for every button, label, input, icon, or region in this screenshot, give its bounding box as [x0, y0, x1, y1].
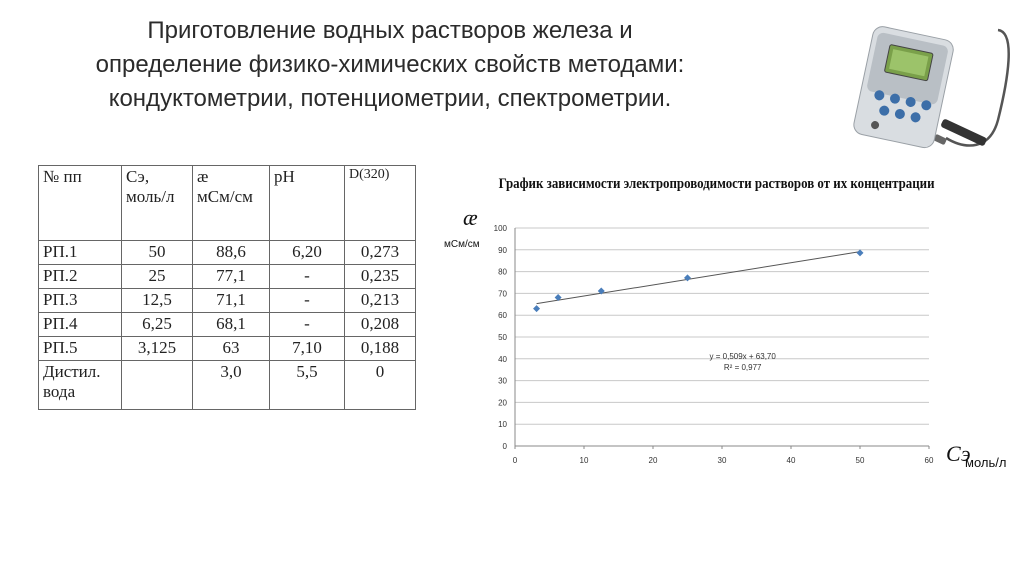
cell: 7,10 — [270, 337, 345, 361]
cell: 88,6 — [193, 241, 270, 265]
y-tick-label: 50 — [498, 333, 507, 342]
header-optical-density: D(320) — [345, 166, 416, 241]
cell: 77,1 — [193, 265, 270, 289]
cell: 3,0 — [193, 361, 270, 410]
title-line-2: определение физико-химических свойств методами: — [95, 51, 685, 78]
title-line-1: Приготовление водных растворов железа и — [147, 17, 633, 44]
cell: 5,5 — [270, 361, 345, 410]
y-tick-label: 80 — [498, 267, 507, 277]
cell: 71,1 — [193, 289, 270, 313]
cell: 0,208 — [345, 313, 416, 337]
chart-title: График зависимости электропроводимости растворов от их концентрации — [498, 176, 935, 192]
y-tick-label: 70 — [498, 289, 507, 299]
data-point — [857, 249, 864, 256]
x-axis-unit: моль/л — [965, 455, 1007, 470]
cell: 6,25 — [122, 313, 193, 337]
y-axis-symbol: æ — [463, 205, 478, 230]
cell: РП.3 — [39, 289, 122, 313]
cell: РП.4 — [39, 313, 122, 337]
header-ph: pH — [270, 166, 345, 241]
cell: 0,235 — [345, 265, 416, 289]
cell: 68,1 — [193, 313, 270, 337]
y-tick-label: 90 — [498, 245, 507, 255]
cell: 6,20 — [270, 241, 345, 265]
cell: РП.1 — [39, 241, 122, 265]
cell: 50 — [122, 241, 193, 265]
cell: 0,273 — [345, 241, 416, 265]
cell: 3,125 — [122, 337, 193, 361]
y-tick-label: 60 — [498, 311, 507, 321]
cell: 63 — [193, 337, 270, 361]
cell: Дистил. вода — [39, 361, 122, 410]
cell: 0,213 — [345, 289, 416, 313]
x-tick-label: 60 — [924, 456, 934, 465]
cell: 0 — [345, 361, 416, 410]
cell: 0,188 — [345, 337, 416, 361]
y-tick-label: 40 — [498, 354, 507, 364]
data-point — [684, 274, 691, 281]
header-number: № пп — [39, 166, 122, 241]
trendline-equation: y = 0,509x + 63,70 — [709, 351, 776, 361]
x-tick-label: 10 — [579, 456, 589, 465]
trendline — [537, 252, 860, 304]
trendline-r-squared: R² = 0,977 — [723, 362, 762, 372]
x-tick-label: 50 — [855, 456, 865, 465]
cell: - — [270, 313, 345, 337]
x-tick-label: 0 — [512, 456, 518, 465]
y-axis-unit: мСм/см — [444, 239, 480, 250]
cell: РП.2 — [39, 265, 122, 289]
cell: 25 — [122, 265, 193, 289]
x-axis-symbol: Сэ — [946, 441, 971, 466]
data-point — [533, 305, 540, 312]
y-tick-label: 0 — [502, 442, 507, 451]
title-line-3: кондуктометрии, потенциометрии, спектрометрии. — [108, 85, 672, 112]
y-tick-label: 10 — [498, 420, 507, 430]
y-tick-label: 30 — [498, 376, 507, 386]
x-tick-label: 40 — [786, 456, 796, 465]
x-tick-label: 30 — [717, 456, 727, 465]
y-tick-label: 100 — [493, 224, 507, 233]
header-conductivity: æ мСм/см — [193, 166, 270, 241]
cell: 12,5 — [122, 289, 193, 313]
header-concentration: Сэ, моль/л — [122, 166, 193, 241]
cell: РП.5 — [39, 337, 122, 361]
cell: - — [270, 289, 345, 313]
cell: - — [270, 265, 345, 289]
y-tick-label: 20 — [498, 398, 507, 408]
x-tick-label: 20 — [648, 456, 658, 465]
